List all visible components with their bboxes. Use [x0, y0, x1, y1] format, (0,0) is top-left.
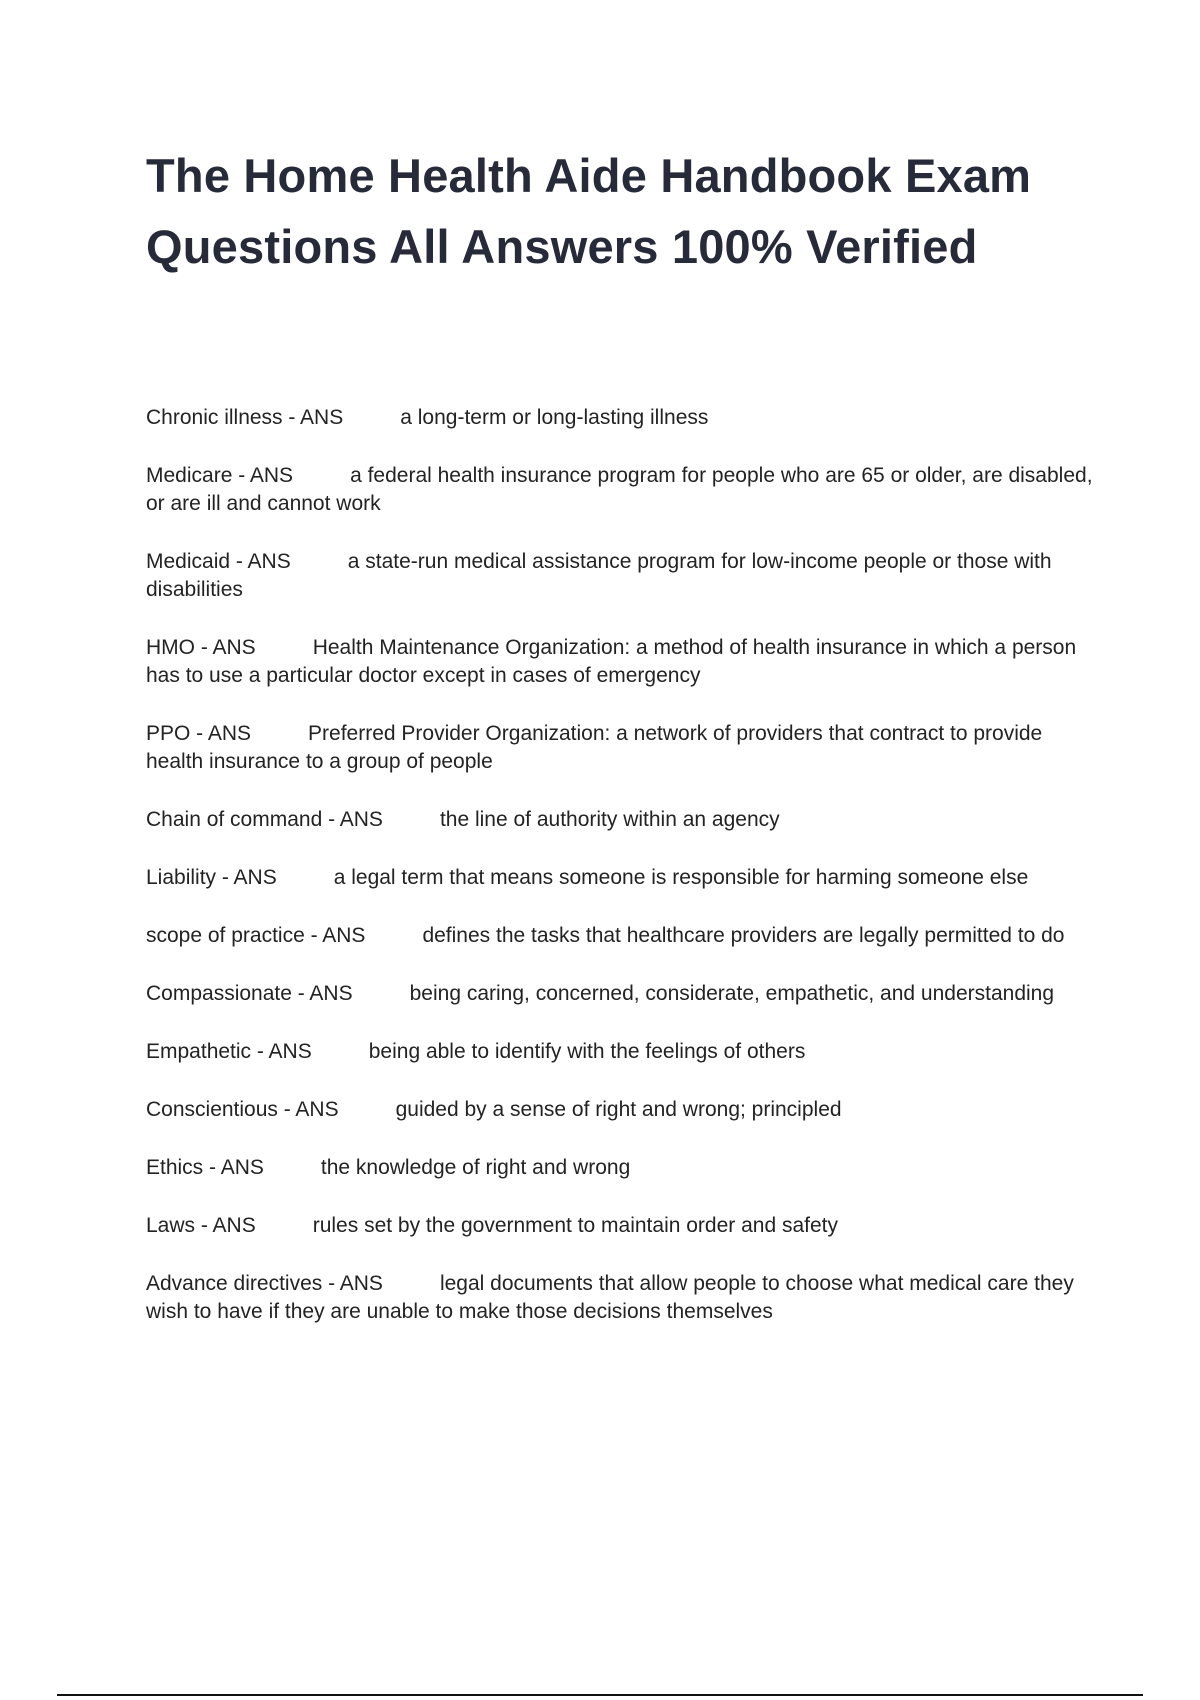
term: Chronic illness - ANS	[146, 406, 344, 429]
definition: a legal term that means someone is responsible for harming someone else	[333, 866, 1029, 889]
definition: the knowledge of right and wrong	[320, 1156, 631, 1179]
term: Chain of command - ANS	[146, 808, 383, 831]
definition: defines the tasks that healthcare providers are legally permitted to do	[422, 924, 1065, 947]
list-item	[146, 1154, 1096, 1182]
list-item	[146, 806, 1096, 834]
list-item	[146, 720, 1096, 776]
definition: legal documents that allow people to choose what medical care they wish to have if they are unable to make those decisions themselves	[146, 1272, 1074, 1323]
definition: rules set by the government to maintain order and safety	[312, 1214, 839, 1237]
list-item	[146, 1270, 1096, 1326]
term: HMO - ANS	[146, 636, 256, 659]
list-item	[146, 548, 1096, 604]
list-item	[146, 1096, 1096, 1124]
definition: the line of authority within an agency	[439, 808, 780, 831]
term: Conscientious - ANS	[146, 1098, 339, 1121]
term: Medicare - ANS	[146, 464, 294, 487]
list-item	[146, 980, 1096, 1008]
term: PPO - ANS	[146, 722, 252, 745]
definition: Preferred Provider Organization: a network of providers that contract to provide health insurance to a group of people	[146, 722, 1043, 773]
term: scope of practice - ANS	[146, 924, 366, 947]
definition: being able to identify with the feelings of others	[368, 1040, 806, 1063]
list-item	[146, 1038, 1096, 1066]
list-item	[146, 634, 1096, 690]
term: Empathetic - ANS	[146, 1040, 312, 1063]
definition: guided by a sense of right and wrong; principled	[395, 1098, 842, 1121]
definition: a federal health insurance program for people who are 65 or older, are disabled, or are ill and cannot work	[146, 464, 1093, 515]
list-item	[146, 462, 1096, 518]
footer-divider	[57, 1694, 1143, 1696]
term: Liability - ANS	[146, 866, 277, 889]
list-item	[146, 864, 1096, 892]
definition: a long-term or long-lasting illness	[400, 406, 709, 429]
definition: being caring, concerned, considerate, empathetic, and understanding	[409, 982, 1055, 1005]
term: Advance directives - ANS	[146, 1272, 383, 1295]
document-title: The Home Health Aide Handbook Exam Questions All Answers 100% Verified	[146, 149, 1032, 273]
list-item	[146, 404, 1096, 432]
term: Ethics - ANS	[146, 1156, 264, 1179]
definition: a state-run medical assistance program for low-income people or those with disabilities	[146, 550, 1052, 601]
list-item	[146, 1212, 1096, 1240]
list-item	[146, 922, 1096, 950]
term: Medicaid - ANS	[146, 550, 291, 573]
term: Compassionate - ANS	[146, 982, 353, 1005]
definition: Health Maintenance Organization: a method of health insurance in which a person has to use a particular doctor except in cases of emergency	[146, 636, 1077, 687]
term: Laws - ANS	[146, 1214, 256, 1237]
term-list	[146, 404, 1096, 1356]
